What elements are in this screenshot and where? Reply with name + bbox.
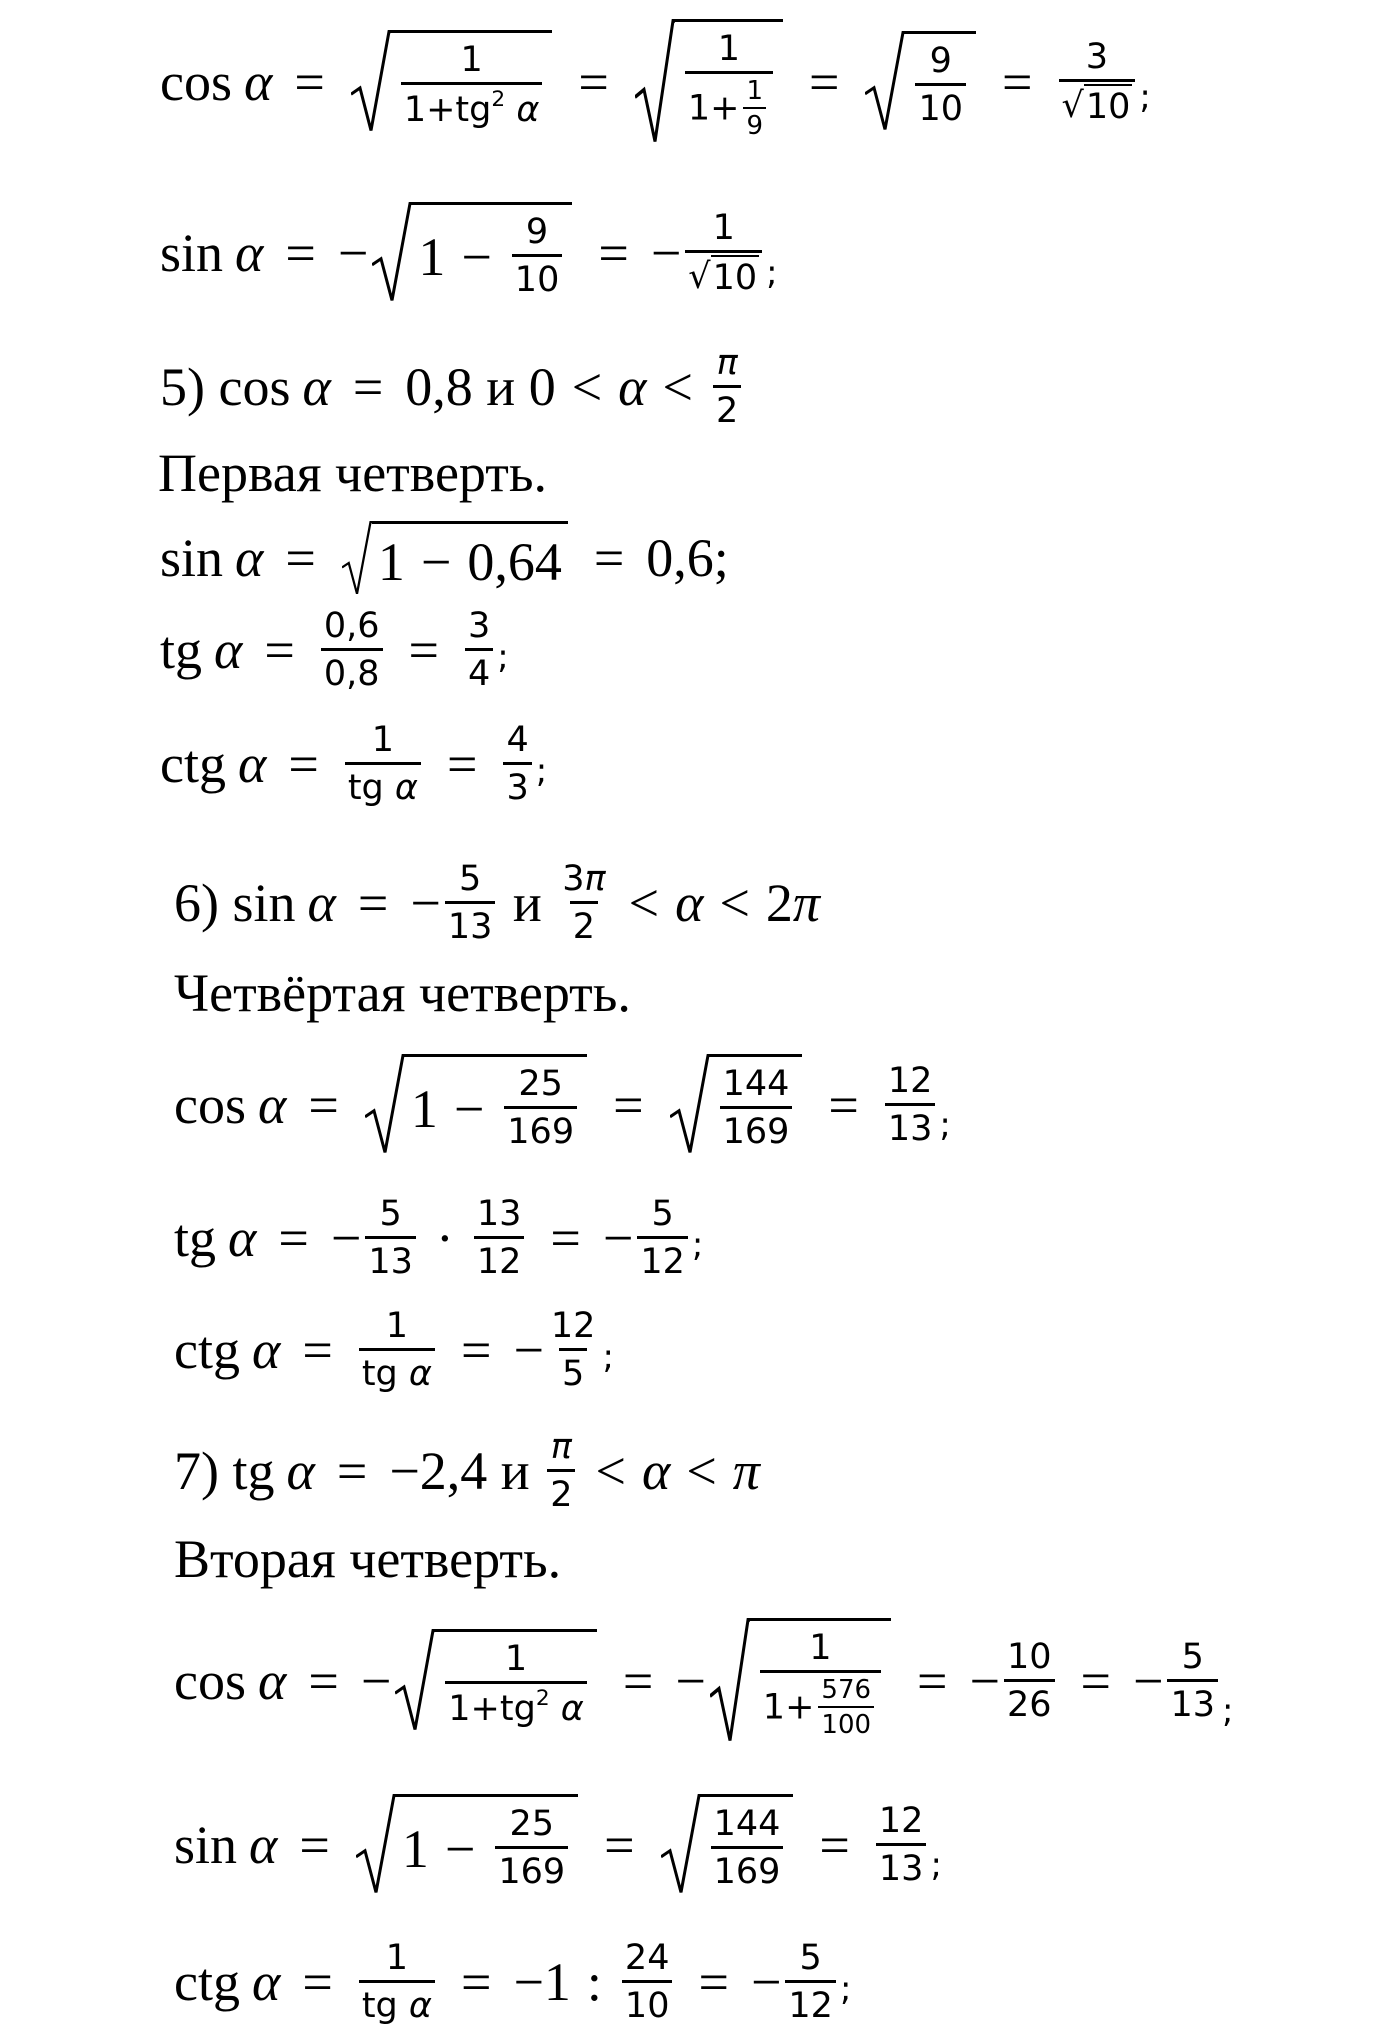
square-root: $\frac{144}{169}$ (661, 1794, 794, 1895)
square-root: 1 1+ $\frac{576}{100}$ (710, 1618, 891, 1744)
formula-line: cos α = − $\frac{1}{1+tg^2 \alpha}$ = − 1 1+ $\frac{576}{100}$ = − $\frac{10}{26}$ = − $\frac{5}{13}$ ; (174, 1606, 1233, 1756)
formula-line: sin α = 1 − 0,64 = 0,6; (160, 518, 729, 598)
square-root: 1 − $\frac{9}{10}$ (372, 202, 572, 303)
task-7-quarter: Вторая четверть. (174, 1529, 562, 1589)
task-5-condition: 5) cos α = 0,8 и 0 < α < $\frac{\pi}{2}$ (160, 332, 745, 442)
formula-line: sin α = − 1 − $\frac{9}{10}$ = − 1 √ 10 ; (160, 188, 778, 318)
square-root: $\frac{9}{10}$ (865, 31, 976, 132)
formula-line: sin α = 1 − $\frac{25}{169}$ = $\frac{144}{169}$ = $\frac{12}{13}$ ; (174, 1780, 942, 1910)
formula-line: cos α = 1 − $\frac{25}{169}$ = $\frac{144}{169}$ = $\frac{12}{13}$ ; (174, 1040, 951, 1170)
formula-line: tg α = − $\frac{5}{13}$ · $\frac{13}{12}$ = − $\frac{5}{12}$ ; (174, 1193, 704, 1282)
formula-line: cos α = $\frac{1}{1+tg^2 \alpha}$ = 1 1+ $\frac{1}{9}$ = $\frac{9}{10}$ = 3 √ 10 ; (160, 22, 1151, 142)
task-5-quarter: Первая четверть. (158, 443, 547, 503)
square-root: 1 − $\frac{25}{169}$ (356, 1794, 578, 1895)
square-root: $\frac{144}{169}$ (670, 1054, 803, 1155)
formula-line: tg α = $\frac{0,6}{0,8}$ = $\frac{3}{4}$ ; (160, 605, 509, 694)
square-root: $\frac{1}{1+tg^2 \alpha}$ (351, 30, 553, 134)
square-root: 1 − 0,64 (342, 521, 568, 596)
square-root: $\frac{1}{1+tg^2 \alpha}$ (395, 1629, 597, 1733)
square-root: 1 − $\frac{25}{169}$ (365, 1054, 587, 1155)
formula-line: ctg α = $\frac{1}{\text{tg α}}$ = − $\frac{12}{5}$ ; (174, 1305, 614, 1394)
formula-line: ctg α = $\frac{1}{\text{tg α}}$ = $\frac{4}{3}$ ; (160, 719, 548, 808)
square-root: 1 1+ $\frac{1}{9}$ (635, 19, 783, 145)
task-6-quarter: Четвёртая четверть. (174, 963, 631, 1023)
task-6-condition: 6) sin α = − $\frac{5}{13}$ и $\frac{3\pi}{2}$ < α < 2 π (174, 858, 820, 947)
task-7-condition: 7) tg α = −2,4 и $\frac{\pi}{2}$ < α < π (174, 1426, 760, 1515)
formula-line: ctg α = $\frac{1}{\text{tg α}}$ = −1 : $\frac{24}{10}$ = − $\frac{5}{12}$ ; (174, 1937, 852, 2026)
